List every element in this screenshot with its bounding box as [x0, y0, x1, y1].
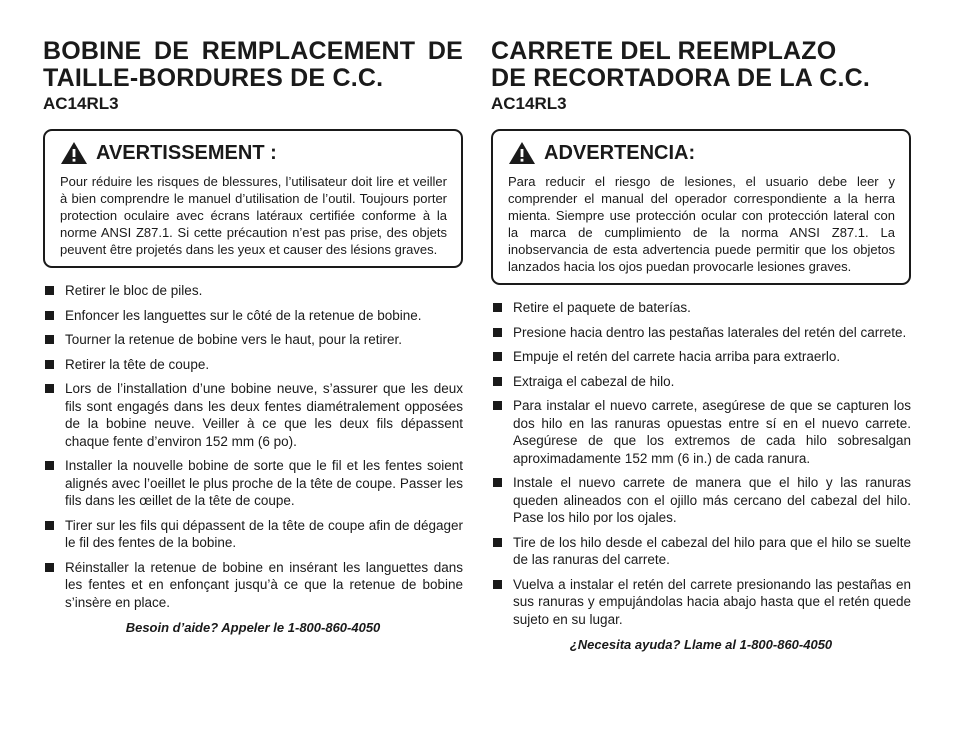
title-line: DE RECORTADORA DE LA C.C. — [491, 64, 871, 92]
list-item — [43, 559, 463, 612]
square-bullet-icon — [45, 521, 54, 530]
step-text: Tourner la retenue de bobine vers le haut, pour la retirer. — [65, 332, 402, 347]
step-text: Vuelva a instalar el retén del carrete presionando las pestañas en sus ranuras y empujándolas hacia abajo hasta que el retén quede sujeto en su lugar. — [513, 576, 911, 627]
list-item — [43, 457, 463, 510]
square-bullet-icon — [45, 286, 54, 295]
help-line-es: ¿Necesita ayuda? Llame al 1-800-860-4050 — [569, 637, 833, 652]
page-title-fr — [43, 38, 463, 92]
square-bullet-icon — [493, 401, 502, 410]
list-item — [43, 331, 463, 349]
list-item — [491, 397, 911, 467]
square-bullet-icon — [493, 580, 502, 589]
square-bullet-icon — [493, 328, 502, 337]
step-text: Retire el paquete de baterías. — [513, 300, 691, 315]
list-item — [43, 282, 463, 300]
square-bullet-icon — [493, 303, 502, 312]
warning-triangle-icon — [508, 141, 536, 165]
step-text: Presione hacia dentro las pestañas laterales del retén del carrete. — [513, 324, 907, 340]
page-title-es — [491, 38, 911, 92]
step-text: Tire de los hilo desde el cabezal del hilo para que el hilo se suelte de las ranuras del carrete. — [513, 534, 911, 567]
warning-title: ADVERTENCIA: — [544, 142, 696, 164]
spanish-column — [491, 38, 911, 652]
list-item — [491, 324, 911, 342]
list-item — [43, 307, 463, 325]
list-item — [491, 348, 911, 366]
title-line: TAILLE-BORDURES DE C.C. — [43, 64, 384, 92]
square-bullet-icon — [45, 311, 54, 320]
step-text: Enfoncer les languettes sur le côté de la retenue de bobine. — [65, 307, 422, 323]
model-number-fr: AC14RL3 — [43, 94, 119, 113]
step-text: Instale el nuevo carrete de manera que el hilo y las ranuras queden alineados con el ojillo más cercano del cabezal del hilo. Pase los hilo por los ojales. — [513, 475, 911, 525]
square-bullet-icon — [45, 360, 54, 369]
warning-header — [60, 141, 447, 165]
step-text: Retirer le bloc de piles. — [65, 283, 203, 298]
warning-triangle-icon — [60, 141, 88, 165]
square-bullet-icon — [493, 352, 502, 361]
warning-title: AVERTISSEMENT : — [96, 142, 277, 164]
step-text: Lors de l’installation d’une bobine neuve, s’assurer que les deux fils sont engagés dans les deux fentes diamétralement opposées de la bobine neuve. Veiller à ce que les deux fils dépassent chaque fente d’environ 152 mm (6 po). — [65, 381, 463, 449]
step-text: Extraiga el cabezal de hilo. — [513, 373, 675, 389]
warning-box-fr — [43, 129, 463, 268]
list-item — [491, 534, 911, 569]
list-item — [43, 517, 463, 552]
instruction-list-fr — [43, 282, 463, 611]
square-bullet-icon — [493, 478, 502, 487]
help-line-fr: Besoin d’aide? Appeler le 1-800-860-4050 — [125, 620, 381, 635]
list-item — [491, 299, 911, 317]
list-item — [491, 373, 911, 391]
instruction-list-es — [491, 299, 911, 628]
french-column — [43, 38, 463, 635]
square-bullet-icon — [45, 461, 54, 470]
square-bullet-icon — [493, 377, 502, 386]
step-text: Retirer la tête de coupe. — [65, 356, 210, 372]
step-text: Tirer sur les fils qui dépassent de la tête de coupe afin de dégager le fil des fentes de la bobine. — [65, 517, 463, 550]
list-item — [43, 356, 463, 374]
square-bullet-icon — [45, 563, 54, 572]
step-text: Installer la nouvelle bobine de sorte que le fil et les fentes soient alignés avec l’oeillet le plus proche de la tête de coupe. Passer les fils dans les œillet de la tête de coupe. — [65, 458, 463, 508]
model-number-es: AC14RL3 — [491, 94, 567, 113]
title-line: BOBINE DE REMPLACEMENT DE — [43, 37, 463, 65]
list-item — [491, 576, 911, 629]
warning-header — [508, 141, 895, 165]
warning-text: Pour réduire les risques de blessures, l’utilisateur doit lire et veiller à bien comprendre le manuel d’utilisation de l’outil. Toujours porter protection oculaire avec écrans latéraux certifiée conforme à la norme ANSI Z87.1. Si cette précaution n’est pas prise, des objets peuvent être projetés dans les yeux et causer des lésions graves. — [60, 174, 447, 257]
square-bullet-icon — [493, 538, 502, 547]
step-text: Para instalar el nuevo carrete, asegúrese de que se capturen los dos hilo en las ranuras opuestas entre sí en el nuevo carrete. Asegúrese de que los extremos de cada hilo sobresalgan aproximadamente 152 mm (6 in.) de cada ranura. — [513, 398, 911, 466]
square-bullet-icon — [45, 335, 54, 344]
warning-text: Para reducir el riesgo de lesiones, el usuario debe leer y comprender el manual del operador correspondiente a la herra mienta. Siempre use protección ocular con protección lateral con la marca de cumplimiento de la norma ANSI Z87.1. La inobservancia de esta advertencia puede permitir que los objetos lanzados hacia los ojos puedan provocarle lesiones graves. — [508, 174, 895, 274]
step-text: Empuje el retén del carrete hacia arriba para extraerlo. — [513, 349, 841, 364]
list-item — [491, 474, 911, 527]
step-text: Réinstaller la retenue de bobine en insérant les languettes dans les fentes et en enfonçant jusqu’à ce que la retenue de bobine s’insère en place. — [65, 559, 463, 610]
warning-box-es — [491, 129, 911, 285]
title-line: CARRETE DEL REEMPLAZO — [491, 37, 837, 65]
list-item — [43, 380, 463, 450]
square-bullet-icon — [45, 384, 54, 393]
